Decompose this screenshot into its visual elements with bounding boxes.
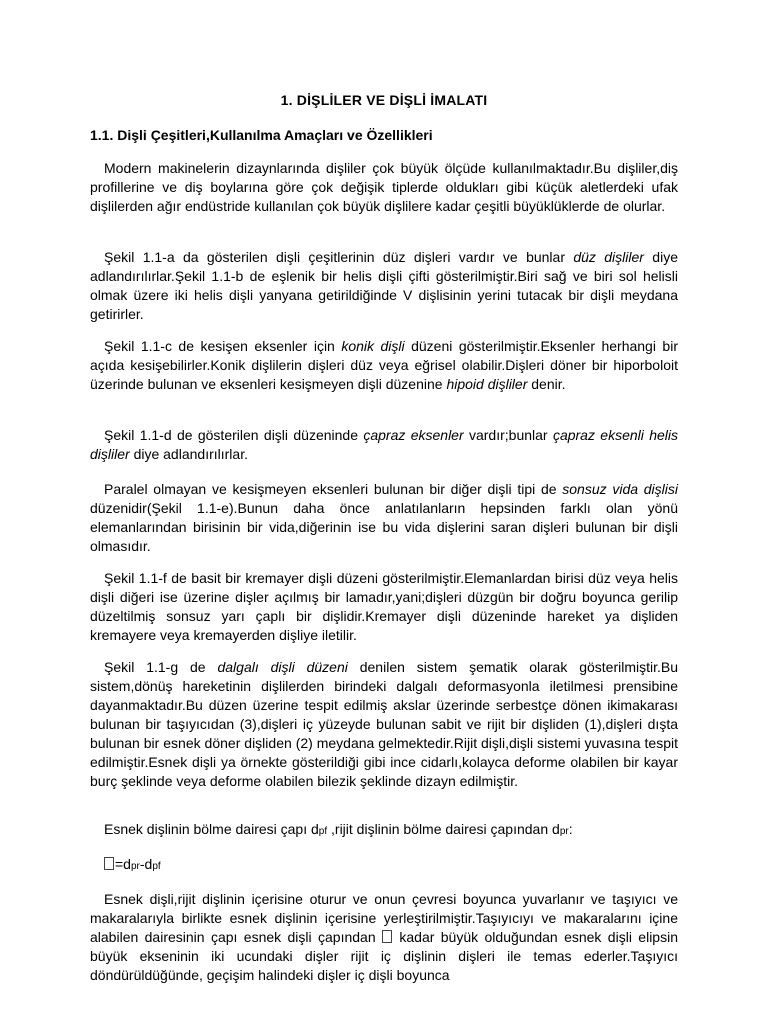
missing-glyph-icon (104, 857, 114, 870)
paragraph-8: Esnek dişlinin bölme dairesi çapı dpf ,rijit dişlinin bölme dairesi çapından dpr: (104, 821, 573, 837)
missing-glyph-icon (382, 930, 392, 943)
section-heading: 1.1. Dişli Çeşitleri,Kullanılma Amaçları ve Özellikleri (90, 127, 433, 143)
formula: =dpr-dpf (104, 856, 161, 872)
paragraph-5: Paralel olmayan ve kesişmeyen eksenleri bulunan bir diğer dişli tipi de sonsuz vida dişlisi düzenidir(Şekil 1.1-e).Bunun daha önce anlatılanların hepsinden farklı olan yönü elemanlarından birisinin bir vida,diğerinin ise bu vida dişlerini saran dişleri bulunan bir dişli olmasıdır. (90, 481, 678, 554)
paragraph-7: Şekil 1.1-g de dalgalı dişli düzeni denilen sistem şematik olarak gösterilmiştir.Bu sistem,dönüş hareketinin dişlilerden birindeki dalgalı deformasyonla iletilmesi prensibine dayanmaktadır.Bu düzen üzerine tespit edilmiş akslar üzerinde serbestçe dönen ikimakarası bulunan bir taşıyıcıdan (3),dişleri iç yüzeyde bulunan sabit ve rijit bir dişliden (1),dişleri dışta bulunan bir esnek döner dişliden (2) meydana gelmektedir.Rijit dişli,dişli sistemi yuvasına tespit edilmiştir.Esnek dişli ya örnekte gösterildiği gibi ince cidarlı,kolayca deforme olabilen bir kayar burç şeklinde veya deforme olabilen bilezik şeklinde dizayn edilmiştir. (90, 659, 679, 789)
paragraph-6: Şekil 1.1-f de basit bir kremayer dişli düzeni gösterilmiştir.Elemanlardan birisi düz veya helis dişli diğeri ise üzerine dişler açılmış bir lamadır,yani;dişleri düzgün bir doğru boyunca gerilip düzeltilmiş sonsuz yarı çaplı bir dişlidir.Kremayer dişli düzeninde hareket ya dişliden kremayere veya kremayerden dişliye iletilir. (90, 570, 678, 643)
chapter-title: 1. DİŞLİLER VE DİŞLİ İMALATI (280, 92, 488, 108)
paragraph-3: Şekil 1.1-c de kesişen eksenler için konik dişli düzeni gösterilmiştir.Eksenler herhangi bir açıda kesişebilirler.Konik dişlilerin dişleri düz veya eğrisel olabilir.Dişleri döner bir hiporboloit üzerinde bulunan ve eksenleri kesişmeyen dişli düzenine hipoid dişliler denir. (90, 338, 678, 392)
paragraph-9: Esnek dişli,rijit dişlinin içerisine oturur ve onun çevresi boyunca yuvarlanır ve taşıyıcı ve makaralarıyla birlikte esnek dişlinin içerisine yerleştirilmiştir.Taşıyıcıyı ve makaralarını içine alabilen dairesinin çapı esnek dişli çapından kadar büyük olduğundan esnek dişli elipsin büyük ekseninin iki ucundaki dişler rijit iç dişlinin dişleri ile temas ederler.Taşıyıcı döndürüldüğünde, geçişim halindeki dişler iç dişli boyunca (90, 891, 678, 983)
paragraph-2: Şekil 1.1-a da gösterilen dişli çeşitlerinin düz dişleri vardır ve bunlar düz dişliler diye adlandırılırlar.Şekil 1.1-b de eşlenik bir helis dişli çifti gösterilmiştir.Biri sağ ve biri sol helisli olmak üzere iki helis dişli yanyana getirildiğinde V dişlisinin yerini tutacak bir dişli meydana getirirler. (90, 249, 678, 322)
paragraph-1: Modern makinelerin dizaynlarında dişliler çok büyük ölçüde kullanılmaktadır.Bu dişliler,diş profillerine ve diş boylarına göre çok değişik tiplerde oldukları gibi küçük aletlerdeki ufak dişlilerden ağır endüstride kullanılan çok büyük dişlilere kadar çeşitli büyüklüklerde de olurlar. (90, 160, 678, 214)
paragraph-4: Şekil 1.1-d de gösterilen dişli düzeninde çapraz eksenler vardır;bunlar çapraz eksenli helis dişliler diye adlandırılırlar. (90, 427, 679, 462)
